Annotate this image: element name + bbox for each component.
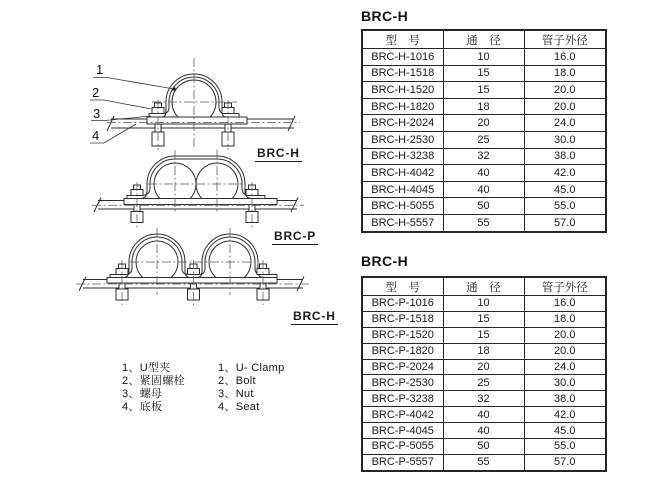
- table-cell: 57.0: [524, 454, 606, 471]
- table-cell: BRC-H-1016: [362, 49, 443, 66]
- table-row: [362, 454, 606, 471]
- table-header-row: [362, 277, 606, 296]
- table-cell: 40: [443, 423, 524, 439]
- table-cell: BRC-H-2530: [362, 132, 443, 149]
- table-cell: BRC-P-2530: [362, 375, 443, 391]
- table-cell: 15: [443, 327, 524, 343]
- table-cell: 42.0: [524, 165, 606, 182]
- table-cell: 38.0: [524, 391, 606, 407]
- table-cell: 20.0: [524, 82, 606, 99]
- figure-label-brc-h-bottom: BRC-H: [293, 309, 336, 323]
- table-cell: 20.0: [524, 343, 606, 359]
- callout-3: 3: [93, 106, 101, 121]
- table-cell: BRC-H-4045: [362, 181, 443, 198]
- table-cell: BRC-P-4042: [362, 407, 443, 423]
- table-row: [362, 423, 606, 439]
- table-cell: BRC-P-5557: [362, 454, 443, 471]
- column-header-bore: 通 径: [443, 277, 524, 296]
- table-cell: BRC-P-4045: [362, 423, 443, 439]
- table-row: [362, 391, 606, 407]
- table-cell: BRC-P-1518: [362, 311, 443, 327]
- figure-label-brc-h-top: BRC-H: [257, 146, 300, 160]
- table-row: [362, 165, 606, 182]
- legend-en-1: 1、U- Clamp: [218, 362, 285, 374]
- table-cell: 10: [443, 49, 524, 66]
- table-cell: 32: [443, 391, 524, 407]
- table-row: [362, 98, 606, 115]
- legend-en-2: 2、Bolt: [218, 375, 256, 387]
- table-cell: 45.0: [524, 181, 606, 198]
- table-cell: BRC-H-1520: [362, 82, 443, 99]
- table-cell: BRC-H-1518: [362, 65, 443, 82]
- table-cell: BRC-H-5557: [362, 215, 443, 232]
- table-cell: 24.0: [524, 115, 606, 132]
- table-title-brc-p: BRC-H: [361, 253, 409, 269]
- table-row: [362, 343, 606, 359]
- table-cell: 57.0: [524, 215, 606, 232]
- table-row: [362, 49, 606, 66]
- table-cell: 25: [443, 132, 524, 149]
- table-cell: 18: [443, 343, 524, 359]
- table-cell: 18.0: [524, 65, 606, 82]
- table-cell: 15: [443, 311, 524, 327]
- table-row: [362, 439, 606, 455]
- legend-zh-3: 3、螺母: [122, 388, 163, 400]
- table-cell: 55.0: [524, 198, 606, 215]
- table-cell: BRC-H-4042: [362, 165, 443, 182]
- table-cell: 16.0: [524, 296, 606, 312]
- legend-zh-1: 1、U型夹: [122, 362, 171, 374]
- callout-4: 4: [92, 128, 100, 143]
- table-row: [362, 181, 606, 198]
- table-row: [362, 65, 606, 82]
- legend-en-4: 4、Seat: [218, 401, 260, 413]
- table-cell: BRC-P-2024: [362, 359, 443, 375]
- table-row: [362, 311, 606, 327]
- spec-table-brc-p: [361, 276, 607, 472]
- table-cell: BRC-H-2024: [362, 115, 443, 132]
- table-cell: 55.0: [524, 439, 606, 455]
- table-cell: 40: [443, 165, 524, 182]
- table-row: [362, 359, 606, 375]
- table-row: [362, 198, 606, 215]
- table-cell: BRC-H-3238: [362, 148, 443, 165]
- figure-single-clamp: [107, 58, 300, 150]
- table-cell: 25: [443, 375, 524, 391]
- table-cell: 15: [443, 82, 524, 99]
- table-cell: 40: [443, 181, 524, 198]
- table-cell: 50: [443, 198, 524, 215]
- table-row: [362, 215, 606, 232]
- column-header-model: 型 号: [362, 30, 443, 49]
- table-row: [362, 375, 606, 391]
- table-cell: 15: [443, 65, 524, 82]
- table-row: [362, 148, 606, 165]
- table-cell: 40: [443, 407, 524, 423]
- callout-1: 1: [96, 62, 104, 77]
- table-row: [362, 132, 606, 149]
- column-header-pipe-od: 管子外径: [524, 30, 606, 49]
- figure-label-brc-p: BRC-P: [274, 229, 316, 243]
- table-cell: 50: [443, 439, 524, 455]
- spec-table-brc-p-body: [362, 296, 606, 472]
- legend-zh-4: 4、底板: [122, 401, 163, 413]
- column-header-bore: 通 径: [443, 30, 524, 49]
- table-cell: 16.0: [524, 49, 606, 66]
- column-header-model: 型 号: [362, 277, 443, 296]
- table-cell: 38.0: [524, 148, 606, 165]
- table-header-row: [362, 30, 606, 49]
- table-cell: BRC-P-5055: [362, 439, 443, 455]
- table-cell: 30.0: [524, 132, 606, 149]
- table-cell: BRC-P-1016: [362, 296, 443, 312]
- table-cell: 55: [443, 215, 524, 232]
- table-cell: BRC-H-1820: [362, 98, 443, 115]
- legend-en-3: 3、Nut: [218, 388, 254, 400]
- table-cell: 20: [443, 359, 524, 375]
- column-header-pipe-od: 管子外径: [524, 277, 606, 296]
- table-cell: 45.0: [524, 423, 606, 439]
- table-cell: 20.0: [524, 327, 606, 343]
- spec-table-brc-h-body: [362, 49, 606, 233]
- table-row: [362, 115, 606, 132]
- callout-2: 2: [92, 85, 100, 100]
- table-cell: BRC-P-1520: [362, 327, 443, 343]
- table-cell: 24.0: [524, 359, 606, 375]
- table-row: [362, 82, 606, 99]
- table-title-brc-h: BRC-H: [361, 8, 409, 24]
- table-cell: 18: [443, 98, 524, 115]
- table-row: [362, 296, 606, 312]
- table-cell: BRC-H-5055: [362, 198, 443, 215]
- table-cell: 20.0: [524, 98, 606, 115]
- legend-zh-2: 2、紧固螺栓: [122, 375, 185, 387]
- table-cell: BRC-P-3238: [362, 391, 443, 407]
- table-cell: 30.0: [524, 375, 606, 391]
- table-cell: 20: [443, 115, 524, 132]
- table-row: [362, 327, 606, 343]
- spec-table-brc-h: [361, 29, 607, 233]
- table-cell: 18.0: [524, 311, 606, 327]
- table-cell: BRC-P-1820: [362, 343, 443, 359]
- table-row: [362, 407, 606, 423]
- table-cell: 10: [443, 296, 524, 312]
- table-cell: 55: [443, 454, 524, 471]
- table-cell: 42.0: [524, 407, 606, 423]
- table-cell: 32: [443, 148, 524, 165]
